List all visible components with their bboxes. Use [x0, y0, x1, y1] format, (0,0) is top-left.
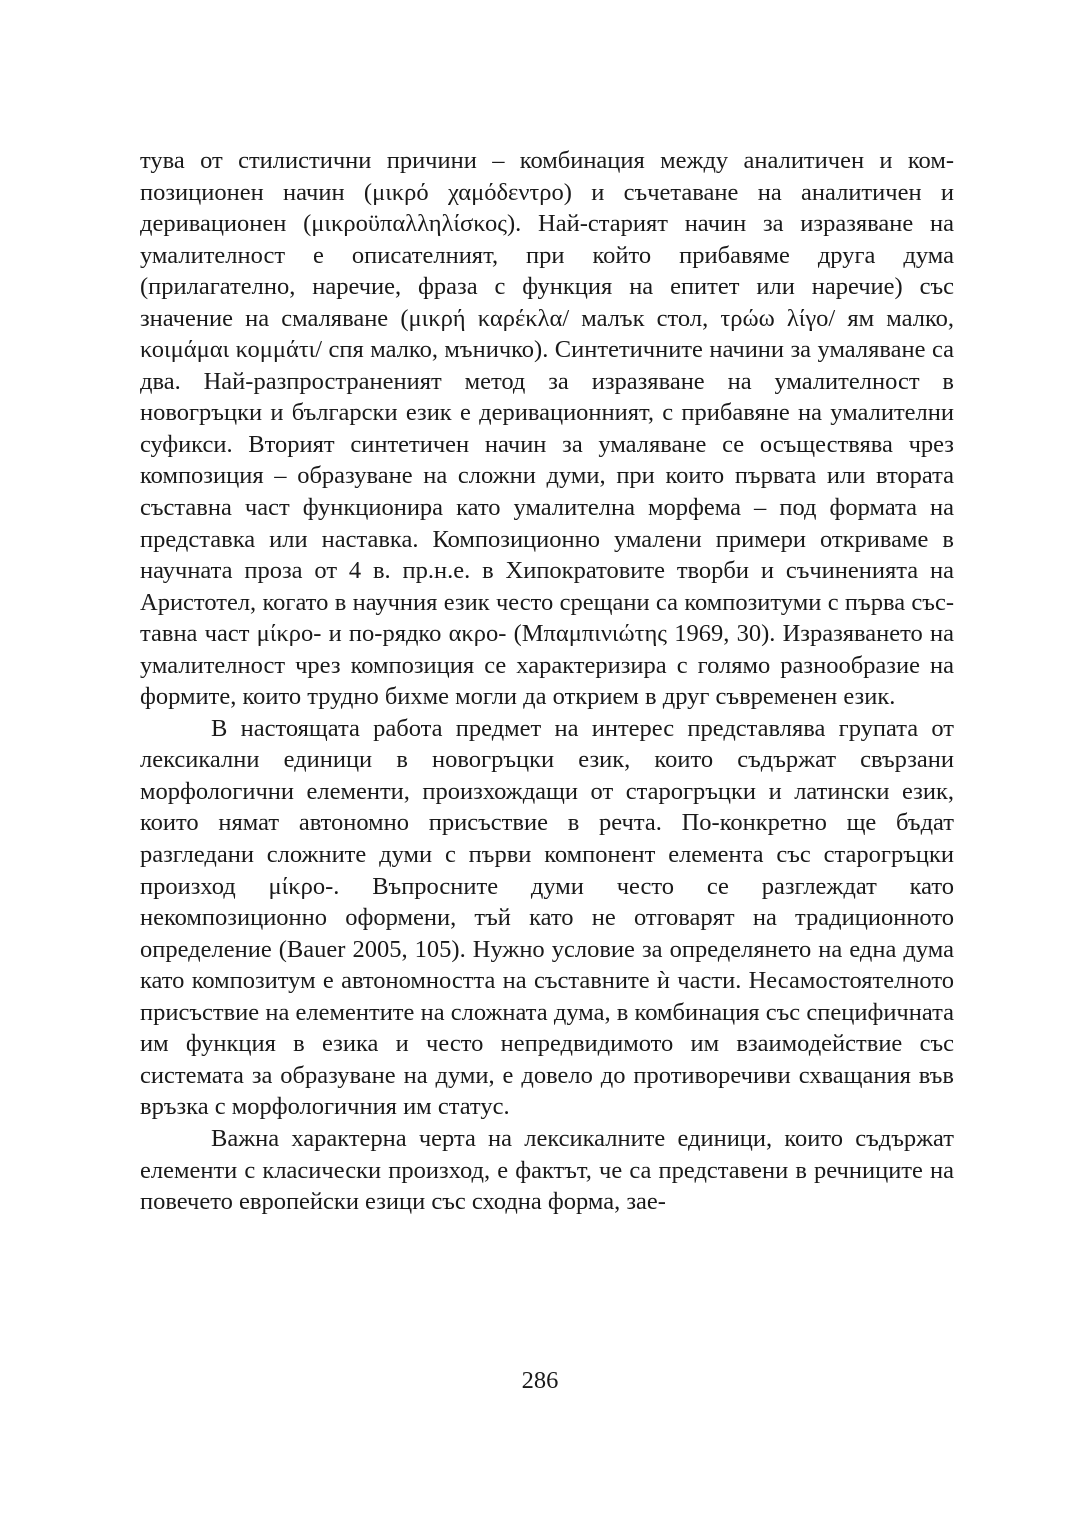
paragraph-1: тува от стилистични причини – комбинация между аналитичен и композиционен начин (μικρό χαμόδεντρο) и съчетаване на аналитичен и деривационен (μικροϋπαλληλίσκος). Най-старият начин за изразяване на умалителност е описателният, при който прибавяме друга дума (прилагателно, наречие, фраза с функция на епитет или наречие) със значение на смаляване (μικρή καρέκλα/ малък стол, τρώω λίγο/ ям малко, κοιμάμαι κομμάτι/ спя малко, мъничко). Синтетичните начини за умаляване са два. Най-разпространеният метод за изразяване на умалителност в новогръцки и български език е деривационният, с прибавяне на умалителни суфикси. Вторият синтетичен начин за умаляване се осъществява чрез композиция – образуване на сложни думи, при които първата или втората съставна част функционира като умалителна морфема – под формата на представка или наставка. Композиционно умалени примери откриваме в научната проза от 4 в. пр.н.е. в Хипократовите творби и съчиненията на Аристотел, когато в научния език често срещани са композитуми с първа съставна част μίκρο- и по-рядко ακρο- (Μπαμπινιώτης 1969, 30). Изразяването на умалителност чрез композиция се характеризира с голямо разнообразие на формите, които трудно бихме могли да открием в друг съвременен език.	[140, 147, 954, 711]
page-number: 286	[521, 1367, 559, 1394]
paragraph-2: В настоящата работа предмет на интерес представлява групата от лексикални единици в новогръцки език, които съдържат свързани морфологични елементи, произхождащи от старогръцки и латински език, които нямат автономно присъствие в речта. По-конкретно ще бъдат разгледани сложните думи с първи компонент елемента със старогръцки произход μίκρο-. Въпросните думи често се разглеждат като некомпозиционно оформени, тъй като не отговарят на традиционното определение (Bauer 2005, 105). Нужно условие за определянето на една дума като композитум е автономността на съставните ѝ части. Несамостоятелното присъствие на елементите на сложната дума, в комбинация със специфичната им функция в езика и често непредвидимото им взаимодействие със системата за образуване на думи, е довело до противоречиви схващания във връзка с морфологичния им статус.	[140, 714, 954, 1121]
paragraph-3: Важна характерна черта на лексикалните единици, които съдържат елементи с класически произход, е фактът, че са представени в речниците на повечето европейски езици със сходна форма, зае-	[140, 1124, 954, 1216]
page-body	[140, 145, 954, 1218]
